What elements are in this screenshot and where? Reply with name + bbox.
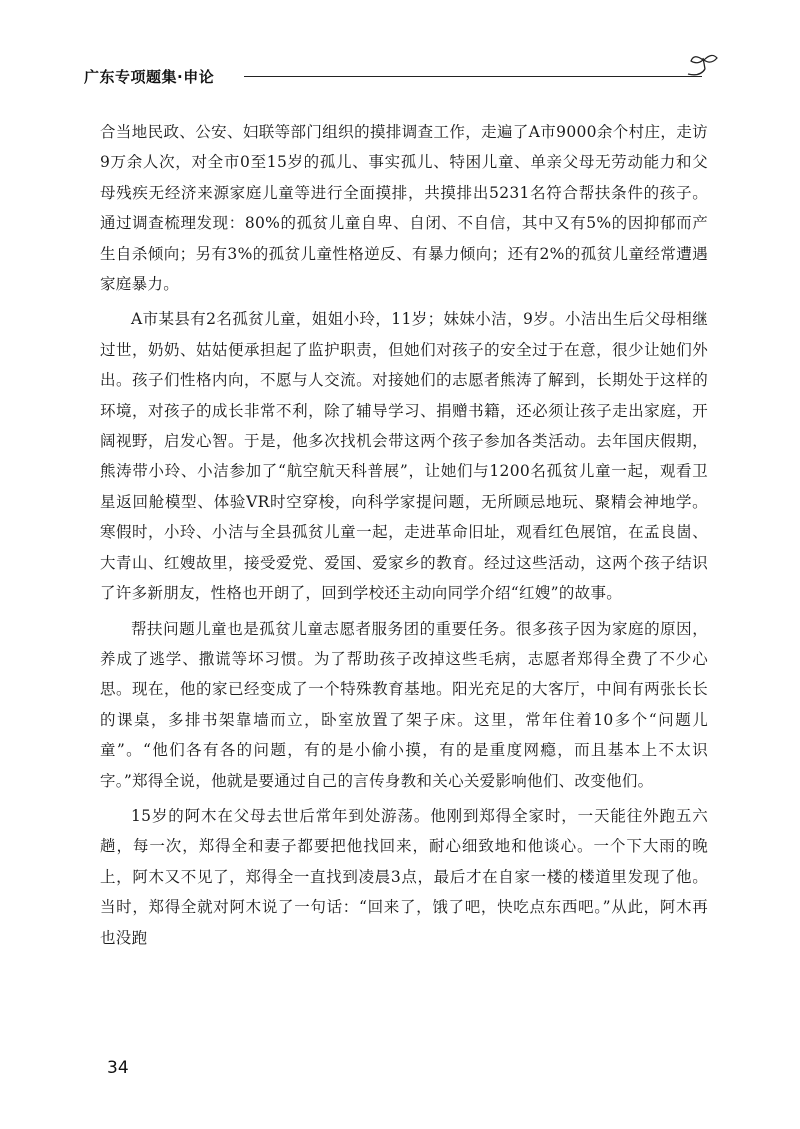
header-rule <box>244 76 702 77</box>
page-number: 34 <box>107 1058 129 1078</box>
paragraph: A市某县有2名孤贫儿童，姐姐小玲，11岁；妹妹小洁，9岁。小洁出生后父母相继过世，奶奶、姑姑便承担起了监护职责，但她们对孩子的安全过于在意，很少让她们外出。孩子们性格内向，不愿与人交流。对接她们的志愿者熊涛了解到，长期处于这样的环境，对孩子的成长非常不利，除了辅导学习、捐赠书籍，还必须让孩子走出家庭，开阔视野，启发心智。于是，他多次找机会带这两个孩子参加各类活动。去年国庆假期，熊涛带小玲、小洁参加了“航空航天科普展”，让她们与1200名孤贫儿童一起，观看卫星返回舱模型、体验VR时空穿梭，向科学家提问题，无所顾忌地玩、聚精会神地学。寒假时，小玲、小洁与全县孤贫儿童一起，走进革命旧址，观看红色展馆，在孟良崮、大青山、红嫂故里，接受爱党、爱国、爱家乡的教育。经过这些活动，这两个孩子结识了许多新朋友，性格也开朗了，回到学校还主动向同学介绍“红嫂”的故事。 <box>100 310 708 603</box>
paragraph: 15岁的阿木在父母去世后常年到处游荡。他刚到郑得全家时，一天能往外跑五六趟，每一次，郑得全和妻子都要把他找回来，耐心细致地和他谈心。一个下大雨的晚上，阿木又不见了，郑得全一直找到凌晨3点，最后才在自家一楼的楼道里发现了他。当时，郑得全就对阿木说了一句话：“回来了，饿了吧，快吃点东西吧。”从此，阿木再也没跑 <box>100 806 708 947</box>
article-body <box>100 117 708 953</box>
paragraph: 合当地民政、公安、妇联等部门组织的摸排调查工作，走遍了A市9000余个村庄，走访9万余人次，对全市0至15岁的孤儿、事实孤儿、特困儿童、单亲父母无劳动能力和父母残疾无经济来源家庭儿童等进行全面摸排，共摸排出5231名符合帮扶条件的孩子。通过调查梳理发现：80%的孤贫儿童自卑、自闭、不自信，其中又有5%的因抑郁而产生自杀倾向；另有3%的孤贫儿童性格逆反、有暴力倾向；还有2%的孤贫儿童经常遭遇家庭暴力。 <box>100 123 708 294</box>
book-title: 广东专项题集·申论 <box>84 68 215 86</box>
sprout-icon <box>684 52 722 86</box>
page-header <box>72 52 720 92</box>
paragraph: 帮扶问题儿童也是孤贫儿童志愿者服务团的重要任务。很多孩子因为家庭的原因，养成了逃学、撒谎等坏习惯。为了帮助孩子改掉这些毛病，志愿者郑得全费了不少心思。现在，他的家已经变成了一个特殊教育基地。阳光充足的大客厅，中间有两张长长的课桌，多排书架靠墙而立，卧室放置了架子床。这里，常年住着10多个“问题儿童”。“他们各有各的问题，有的是小偷小摸，有的是重度网瘾，而且基本上不太识字。”郑得全说，他就是要通过自己的言传身教和关心关爱影响他们、改变他们。 <box>100 619 708 790</box>
